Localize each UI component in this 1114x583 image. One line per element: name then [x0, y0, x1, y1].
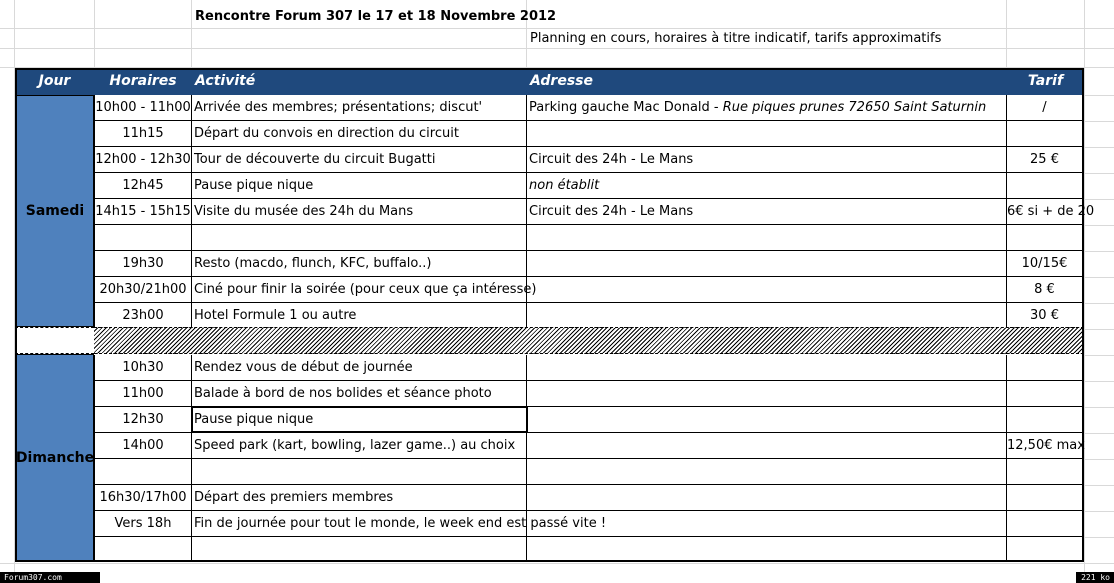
time-cell[interactable]: 19h30: [94, 251, 192, 276]
address-cell[interactable]: [527, 485, 1007, 510]
day-label-dimanche: Dimanche: [15, 450, 95, 466]
tarif-cell[interactable]: [1007, 407, 1084, 432]
table-row: [94, 95, 1084, 121]
activity-cell[interactable]: Speed park (kart, bowling, lazer game..) au choix: [192, 433, 527, 458]
time-cell[interactable]: 11h00: [94, 381, 192, 406]
table-row: [94, 485, 1084, 511]
table-row: [94, 121, 1084, 147]
table-row: [94, 147, 1084, 173]
address-cell[interactable]: [527, 511, 1007, 536]
day-cell-dimanche[interactable]: [15, 354, 94, 562]
address-cell[interactable]: [527, 199, 1007, 224]
activity-cell[interactable]: Arrivée des membres; présentations; discut': [192, 95, 527, 120]
day-separator-left: [15, 327, 94, 354]
tarif-cell[interactable]: 8 €: [1007, 277, 1084, 302]
selected-activity-cell[interactable]: Pause pique nique: [192, 407, 527, 432]
watermark-left: Forum307.com: [0, 572, 100, 583]
table-row: [94, 277, 1084, 303]
address-text: Parking gauche Mac Donald -: [529, 100, 723, 115]
activity-cell[interactable]: Départ du convois en direction du circuit: [192, 121, 527, 146]
tarif-cell[interactable]: [1007, 173, 1084, 198]
address-italic-text: non établit: [529, 178, 600, 193]
tarif-cell[interactable]: [1007, 121, 1084, 146]
table-row: [94, 251, 1084, 277]
activity-cell[interactable]: Tour de découverte du circuit Bugatti: [192, 147, 527, 172]
activity-cell[interactable]: Fin de journée pour tout le monde, le week end est passé vite !: [192, 511, 527, 536]
time-cell[interactable]: 23h00: [94, 303, 192, 328]
address-cell[interactable]: [527, 407, 1007, 432]
tarif-cell[interactable]: [1007, 459, 1084, 484]
header-tarif[interactable]: Tarif: [1007, 68, 1084, 95]
time-cell[interactable]: 14h15 - 15h15: [94, 199, 192, 224]
day-cell-samedi[interactable]: [15, 95, 94, 327]
header-adresse[interactable]: Adresse: [527, 68, 1007, 95]
header-activite[interactable]: Activité: [192, 68, 527, 95]
table-row: [94, 433, 1084, 459]
activity-cell[interactable]: Visite du musée des 24h du Mans: [192, 199, 527, 224]
time-cell[interactable]: 16h30/17h00: [94, 485, 192, 510]
table-row: [94, 355, 1084, 381]
activity-cell[interactable]: Pause pique nique: [192, 173, 527, 198]
tarif-cell[interactable]: 25 €: [1007, 147, 1084, 172]
table-row: [94, 199, 1095, 225]
time-cell[interactable]: 12h00 - 12h30: [94, 147, 192, 172]
time-cell[interactable]: 12h45: [94, 173, 192, 198]
activity-cell[interactable]: Ciné pour finir la soirée (pour ceux que ça intéresse): [192, 277, 527, 302]
time-cell[interactable]: 14h00: [94, 433, 192, 458]
activity-cell[interactable]: Départ des premiers membres: [192, 485, 527, 510]
tarif-cell[interactable]: 6€ si + de 20: [1007, 199, 1084, 224]
time-cell[interactable]: [94, 537, 192, 562]
sheet-subtitle[interactable]: Planning en cours, horaires à titre indicatif, tarifs approximatifs: [530, 31, 942, 46]
activity-cell[interactable]: Resto (macdo, flunch, KFC, buffalo..): [192, 251, 527, 276]
activity-cell[interactable]: [192, 537, 527, 562]
tarif-cell[interactable]: [1007, 485, 1084, 510]
header-jour[interactable]: Jour: [15, 68, 94, 95]
table-row: [94, 303, 1084, 327]
address-cell[interactable]: [527, 537, 1007, 562]
address-text: Circuit des 24h - Le Mans: [529, 204, 694, 219]
address-cell[interactable]: [527, 381, 1007, 406]
address-cell[interactable]: [527, 303, 1007, 328]
activity-cell[interactable]: [192, 225, 527, 250]
time-cell[interactable]: Vers 18h: [94, 511, 192, 536]
tarif-cell[interactable]: [1007, 511, 1084, 536]
address-cell[interactable]: [527, 277, 1007, 302]
address-cell[interactable]: [527, 95, 1007, 120]
header-horaires[interactable]: Horaires: [94, 68, 192, 95]
time-cell[interactable]: [94, 225, 192, 250]
time-cell[interactable]: [94, 459, 192, 484]
address-cell[interactable]: [527, 251, 1007, 276]
hatched-day-separator: [94, 327, 1084, 354]
sheet-title[interactable]: Rencontre Forum 307 le 17 et 18 Novembre 2012: [195, 9, 557, 24]
tarif-cell[interactable]: [1007, 537, 1084, 562]
time-cell[interactable]: 12h30: [94, 407, 192, 432]
table-row: [94, 173, 1084, 199]
table-row: [94, 459, 1084, 485]
tarif-cell[interactable]: 12,50€ max: [1007, 433, 1084, 458]
activity-cell[interactable]: Hotel Formule 1 ou autre: [192, 303, 527, 328]
address-cell[interactable]: [527, 147, 1007, 172]
address-italic-text: Rue piques prunes 72650 Saint Saturnin: [722, 100, 987, 115]
address-cell[interactable]: [527, 225, 1007, 250]
tarif-cell[interactable]: 10/15€: [1007, 251, 1084, 276]
tarif-cell[interactable]: 30 €: [1007, 303, 1084, 328]
table-row: [94, 225, 1084, 251]
watermark-right: 221 ko: [1076, 572, 1114, 583]
address-cell[interactable]: [527, 173, 1007, 198]
table-row: [94, 511, 1084, 537]
time-cell[interactable]: 20h30/21h00: [94, 277, 192, 302]
activity-cell[interactable]: [192, 459, 527, 484]
tarif-cell[interactable]: /: [1007, 95, 1084, 120]
address-cell[interactable]: [527, 433, 1007, 458]
address-cell[interactable]: [527, 459, 1007, 484]
tarif-cell[interactable]: [1007, 225, 1084, 250]
time-cell[interactable]: 11h15: [94, 121, 192, 146]
address-cell[interactable]: [527, 355, 1007, 380]
activity-cell[interactable]: Rendez vous de début de journée: [192, 355, 527, 380]
address-text: Circuit des 24h - Le Mans: [529, 152, 694, 167]
day-label-samedi: Samedi: [25, 203, 85, 219]
time-cell[interactable]: 10h30: [94, 355, 192, 380]
tarif-cell[interactable]: [1007, 381, 1084, 406]
table-row: [94, 537, 1084, 562]
activity-cell[interactable]: Balade à bord de nos bolides et séance photo: [192, 381, 527, 406]
time-cell[interactable]: 10h00 - 11h00: [94, 95, 192, 120]
table-row: [94, 407, 1084, 433]
address-cell[interactable]: [527, 121, 1007, 146]
tarif-cell[interactable]: [1007, 355, 1084, 380]
table-row: [94, 381, 1084, 407]
